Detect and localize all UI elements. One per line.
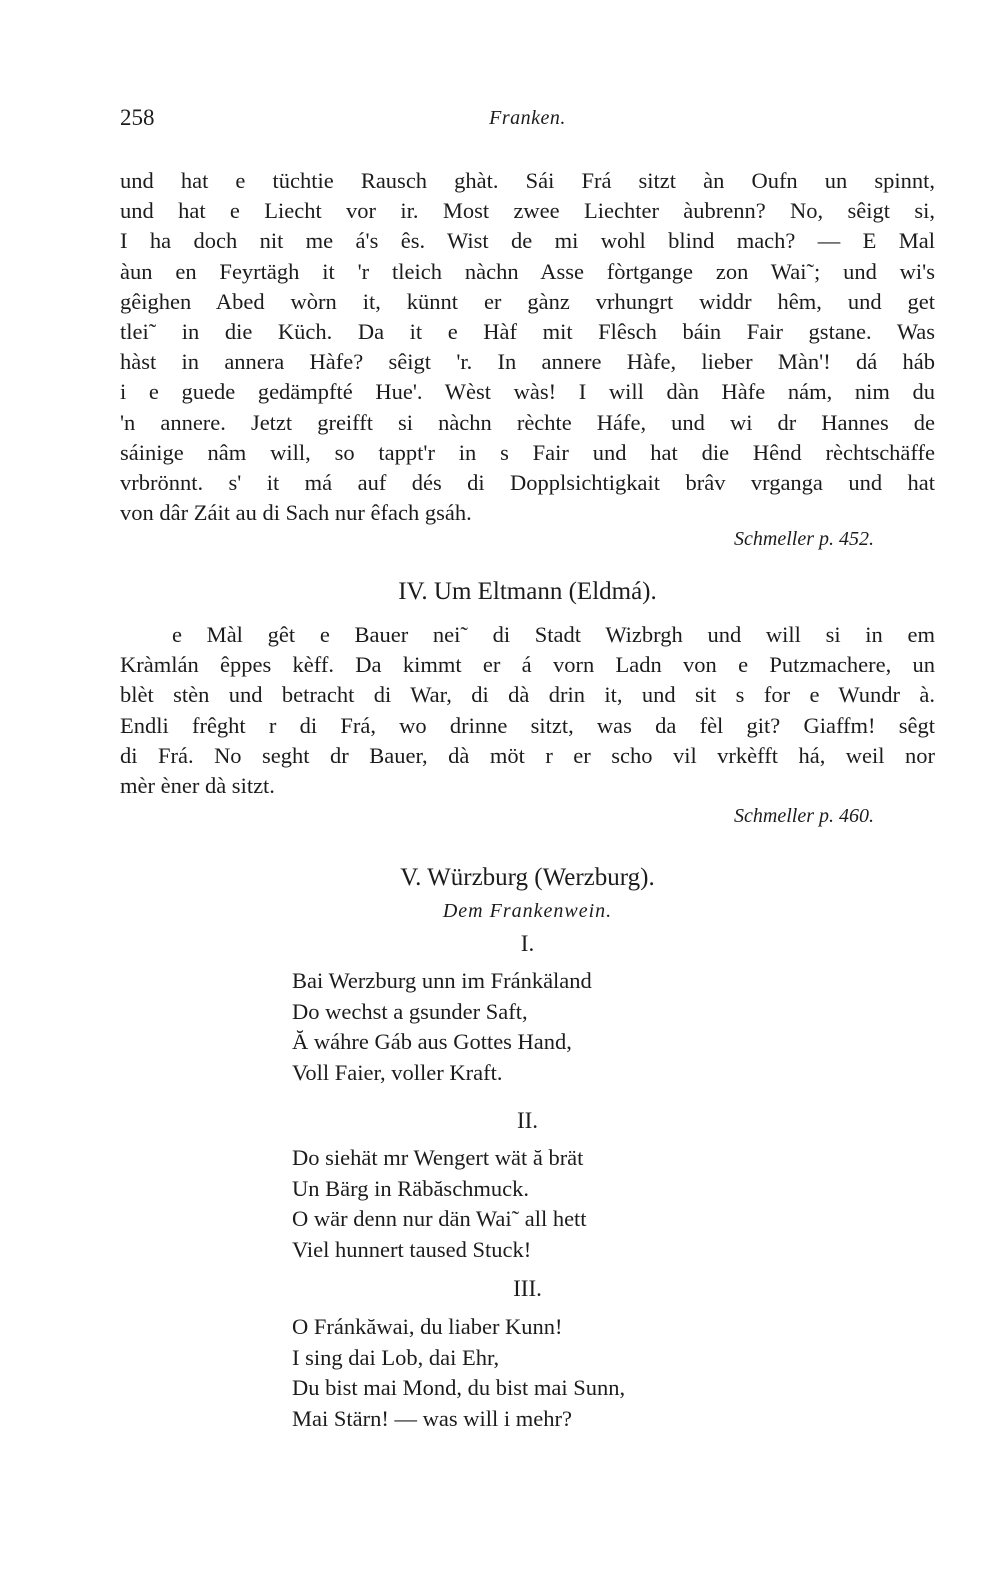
poem-subtitle: Dem Frankenwein. [442,900,613,922]
text-line: blèt stèn und betracht di War, di dà drin it, und sit s for e Wundr à. [120,682,935,708]
verse-line: Voll Faier, voller Kraft. [292,1059,503,1085]
verse-line: O wär denn nur dän Wai˜ all hett [292,1206,587,1231]
text-line: àun en Feyrtägh it 'r tleich nàchn Asse fòrtgange zon Wai˜; und wi's [120,258,935,284]
text-line: vrbrönnt. s' it má auf dés di Dopplsichtigkait brâv vrganga und hat [120,470,935,496]
text-line: gêighen Abed wòrn it, künnt er gànz vrhungrt widdr hêm, und get [120,288,935,314]
text-line: und hat e tüchtie Rausch ghàt. Sái Frá sitzt àn Oufn un spinnt, [120,168,935,193]
verse-line: Un Bärg in Räbăschmuck. [292,1175,530,1201]
stanza-3 [292,1312,625,1434]
verse-line: Viel hunnert taused Stuck! [292,1236,532,1262]
stanza-number: II. [516,1108,539,1133]
section-4-text [120,620,935,801]
stanza-2 [292,1143,587,1265]
text-line: und hat e Liecht vor ir. Most zwee Liechter àubrenn? No, sêigt si, [120,198,935,224]
section-3-continuation [120,166,935,528]
stanza-1 [292,966,592,1088]
verse-line: Bai Werzburg unn im Fránkäland [292,968,592,993]
source-citation: Schmeller p. 460. [734,805,874,827]
section-4-title: IV. Um Eltmann (Eldmá). [398,578,657,605]
section-5-title: V. Würzburg (Werzburg). [400,864,655,891]
text-line: di Frá. No seght dr Bauer, dà möt r er scho vil vrkèfft há, weil nor [120,742,935,768]
source-citation: Schmeller p. 452. [734,528,874,550]
text-line: von dâr Záit au di Sach nur êfach gsáh. [120,500,472,526]
text-line: mèr èner dà sitzt. [120,773,275,799]
text-line: Endli frêght r di Frá, wo drinne sitzt, was da fèl git? Giaffm! sêgt [120,712,935,738]
stanza-number: I. [520,931,535,956]
verse-line: O Fránkăwai, du liaber Kunn! [292,1314,563,1339]
verse-line: Do siehät mr Wengert wät ă brät [292,1145,584,1170]
verse-line: I sing dai Lob, dai Ehr, [292,1344,500,1370]
running-head: Franken. [489,107,566,129]
verse-line: Ă wáhre Gáb aus Gottes Hand, [292,1029,572,1054]
text-line: I ha doch nit me á's ês. Wist de mi wohl blind mach? — E Mal [120,228,935,254]
verse-line: Mai Stärn! — was will i mehr? [292,1405,572,1431]
stanza-number: III. [513,1276,542,1301]
text-line: i e guede gedämpfté Hue'. Wèst wàs! I will dàn Hàfe nám, nim du [120,379,935,405]
text-line: Kràmlán êppes kèff. Da kimmt er á vorn Ladn von e Putzmachere, un [120,652,935,678]
verse-line: Do wechst a gsunder Saft, [292,998,528,1024]
text-line: sáinige nâm will, so tappt'r in s Fair und hat die Hênd rèchtschäffe [120,439,935,465]
page-header [120,105,935,141]
text-line: tlei˜ in die Küch. Da it e Hàf mit Flêsch báin Fair gstane. Was [120,319,935,345]
text-line: 'n annere. Jetzt greifft si nàchn rèchte Háfe, und wi dr Hannes de [120,409,935,435]
text-line: e Màl gêt e Bauer nei˜ di Stadt Wizbrgh und will si in em [172,622,935,647]
page-number: 258 [120,105,155,130]
verse-line: Du bist mai Mond, du bist mai Sunn, [292,1375,626,1400]
text-line: hàst in annera Hàfe? sêigt 'r. In annere Hàfe, lieber Màn'! dá háb [120,349,935,375]
